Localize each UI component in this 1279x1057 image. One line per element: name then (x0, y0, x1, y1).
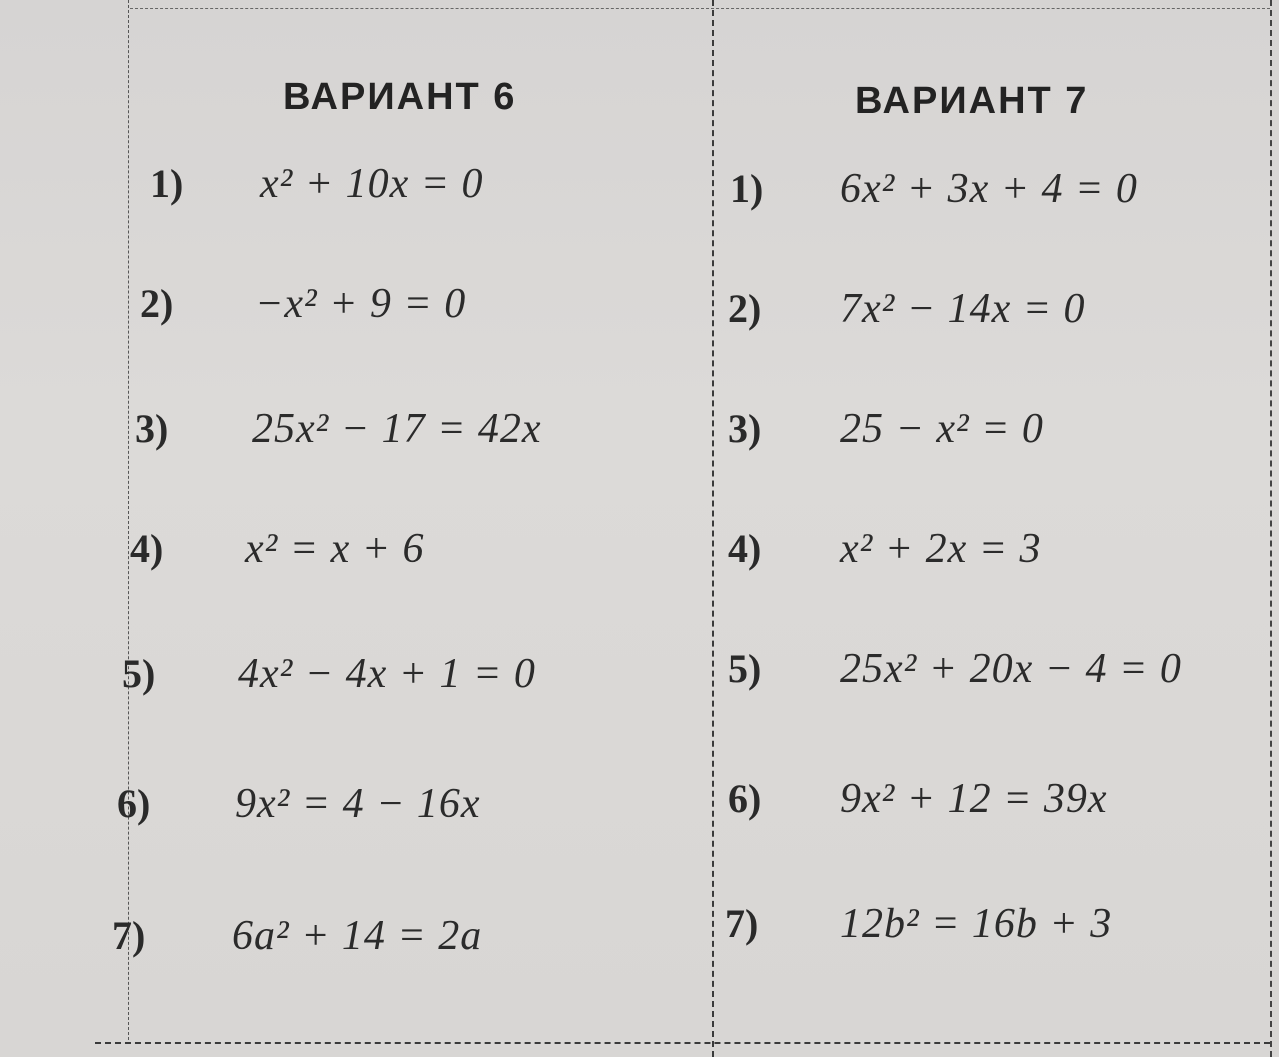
variant-7-item-1-equation: 6x² + 3x + 4 = 0 (840, 166, 1138, 212)
table-border-middle (712, 0, 714, 1057)
variant-6-item-5-equation: 4x² − 4x + 1 = 0 (238, 651, 536, 697)
variant-6-item-4-number: 4) (130, 526, 164, 571)
variant-7-title: ВАРИАНТ 7 (855, 80, 1089, 122)
variant-6-item-6-equation: 9x² = 4 − 16x (235, 781, 481, 827)
variant-7-item-3-number: 3) (728, 406, 762, 451)
variant-7-item-7-number: 7) (725, 901, 759, 946)
variant-7-item-2-equation: 7x² − 14x = 0 (840, 286, 1086, 332)
variant-7-item-6-equation: 9x² + 12 = 39x (840, 776, 1108, 822)
variant-6-item-1-number: 1) (150, 161, 184, 206)
table-border-left (128, 0, 129, 1040)
variant-6-item-3-equation: 25x² − 17 = 42x (252, 406, 542, 452)
variant-7-item-4-equation: x² + 2x = 3 (840, 526, 1042, 572)
variant-7-item-3-equation: 25 − x² = 0 (840, 406, 1044, 452)
variant-7-item-1-number: 1) (730, 166, 764, 211)
table-border-top (130, 8, 1270, 9)
table-border-right (1270, 0, 1272, 1057)
variant-6-item-7-number: 7) (112, 913, 146, 958)
variant-6-item-6-number: 6) (117, 781, 151, 826)
variant-6-item-1-equation: x² + 10x = 0 (260, 161, 484, 207)
variant-7-item-5-number: 5) (728, 646, 762, 691)
variant-7-item-5-equation: 25x² + 20x − 4 = 0 (840, 646, 1182, 692)
variant-6-item-7-equation: 6a² + 14 = 2a (232, 913, 483, 959)
variant-6-item-2-number: 2) (140, 281, 174, 326)
variant-7-item-4-number: 4) (728, 526, 762, 571)
variant-6-item-4-equation: x² = x + 6 (245, 526, 425, 572)
table-border-bottom (95, 1042, 1270, 1044)
variant-7-item-2-number: 2) (728, 286, 762, 331)
variant-6-item-3-number: 3) (135, 406, 169, 451)
variant-6-item-2-equation: −x² + 9 = 0 (255, 281, 467, 327)
variant-6-item-5-number: 5) (122, 651, 156, 696)
variant-7-item-6-number: 6) (728, 776, 762, 821)
variant-7-item-7-equation: 12b² = 16b + 3 (840, 901, 1113, 947)
variant-6-title: ВАРИАНТ 6 (283, 76, 517, 118)
